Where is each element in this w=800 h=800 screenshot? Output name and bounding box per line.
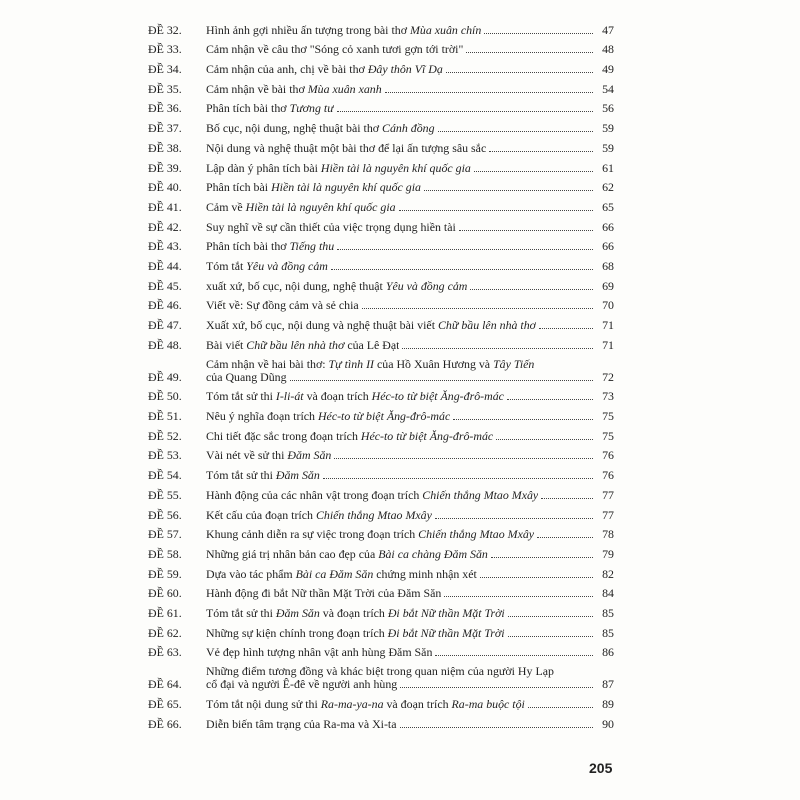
entry-title xyxy=(206,201,396,214)
toc-entry[interactable] xyxy=(148,293,614,313)
entry-number: ĐỀ 43. xyxy=(148,239,182,254)
entry-number: ĐỀ 35. xyxy=(148,81,182,96)
title-text: Những điểm tương đồng và khác biệt trong quan niệm của người Hy Lạp xyxy=(206,665,554,679)
dot-leader xyxy=(496,438,593,440)
entry-number: ĐỀ 56. xyxy=(148,507,182,522)
entry-title xyxy=(206,678,397,691)
title-italic: Tự tình II xyxy=(328,357,374,371)
title-text: Cảm về xyxy=(206,200,246,214)
title-text: Tóm tắt sử thi xyxy=(206,390,276,404)
entry-page-number: 90 xyxy=(602,716,614,731)
title-text: của Lê Đạt xyxy=(344,338,400,352)
entry-number: ĐỀ 44. xyxy=(148,258,182,273)
title-italic: Hiền tài là nguyên khí quốc gia xyxy=(245,200,396,214)
toc-entry[interactable] xyxy=(148,600,614,620)
entry-number: ĐỀ 52. xyxy=(148,428,182,443)
entry-page-number: 59 xyxy=(602,121,614,136)
entry-title xyxy=(206,410,450,423)
entry-page-number: 85 xyxy=(602,605,614,620)
toc-entry[interactable] xyxy=(148,312,614,332)
title-text: Tóm tắt nội dung sử thi xyxy=(206,698,321,711)
dot-leader xyxy=(453,418,593,420)
entry-page-number: 78 xyxy=(602,527,614,542)
toc-entry[interactable] xyxy=(148,423,614,443)
title-italic: Tiếng thu xyxy=(289,240,335,254)
entry-title xyxy=(206,122,435,135)
title-italic: Đây thôn Vĩ Dạ xyxy=(367,63,443,77)
title-italic: Ra-ma buộc tội xyxy=(451,698,525,711)
entry-page-number: 66 xyxy=(602,239,614,254)
toc-entry[interactable] xyxy=(148,332,614,352)
entry-page-number: 59 xyxy=(602,140,614,155)
entry-number: ĐỀ 49. xyxy=(148,369,182,384)
entry-page-number: 61 xyxy=(602,160,614,175)
toc-entry[interactable] xyxy=(148,561,614,581)
entry-number: ĐỀ 33. xyxy=(148,42,182,57)
entry-title xyxy=(206,102,334,115)
page-number: 205 xyxy=(589,760,613,776)
toc-entry[interactable] xyxy=(148,253,614,273)
toc-entry[interactable] xyxy=(148,352,614,384)
title-italic: I-li-át xyxy=(275,390,304,404)
entry-number: ĐỀ 59. xyxy=(148,566,182,581)
dot-leader xyxy=(435,654,593,656)
toc-entry[interactable] xyxy=(148,691,614,711)
title-text: của Hồ Xuân Hương và xyxy=(374,357,494,371)
toc-entry[interactable] xyxy=(148,640,614,660)
entry-title xyxy=(206,568,477,581)
title-text: Hành động đi bắt Nữ thần Mặt Trời của Đăm Săn xyxy=(206,587,442,601)
entry-number: ĐỀ 36. xyxy=(148,101,182,116)
title-text: Dựa vào tác phẩm xyxy=(206,567,296,581)
title-italic: Chiến thắng Mtao Mxây xyxy=(315,508,432,522)
entry-title xyxy=(206,63,443,76)
title-italic: Đăm Săn xyxy=(275,606,320,620)
entry-page-number: 56 xyxy=(602,101,614,116)
entry-title xyxy=(206,142,486,155)
toc-entry[interactable] xyxy=(148,234,614,254)
title-italic: Héc-to từ biệt Ăng-đrô-mác xyxy=(317,410,451,424)
title-text: cổ đại và người Ê-đê về người anh hùng xyxy=(206,678,398,692)
entry-title xyxy=(206,24,481,37)
toc-entry[interactable] xyxy=(148,384,614,404)
title-italic: Hiền tài là nguyên khí quốc gia xyxy=(320,161,471,175)
entry-number: ĐỀ 61. xyxy=(148,605,182,620)
dot-leader xyxy=(446,71,593,73)
title-italic: Bài ca chàng Đăm Săn xyxy=(378,547,488,561)
dot-leader xyxy=(466,51,593,53)
entry-number: ĐỀ 64. xyxy=(148,677,182,692)
title-text: của Quang Dũng xyxy=(206,370,287,384)
entry-title xyxy=(206,299,359,312)
entry-page-number: 66 xyxy=(602,219,614,234)
title-italic: Héc-to từ biệt Ăng-đrô-mác xyxy=(371,390,504,404)
entry-page-number: 89 xyxy=(602,697,614,711)
dot-leader xyxy=(444,595,593,597)
entry-number: ĐỀ 57. xyxy=(148,527,182,542)
toc-entry[interactable] xyxy=(148,17,614,37)
title-text: Nội dung và nghệ thuật một bài thơ để lại ấn tượng sâu sắc xyxy=(206,141,487,155)
dot-leader xyxy=(528,706,593,708)
entry-page-number: 71 xyxy=(602,337,614,352)
title-text: Tóm tắt xyxy=(206,259,247,273)
toc-entry[interactable] xyxy=(148,56,614,76)
toc-entry[interactable] xyxy=(148,214,614,234)
toc-entry[interactable] xyxy=(148,37,614,57)
toc-entry[interactable] xyxy=(148,711,614,731)
title-italic: Tây Tiến xyxy=(493,357,535,371)
title-italic: Cánh đồng xyxy=(382,122,435,136)
entry-page-number: 77 xyxy=(602,487,614,502)
toc-entry[interactable] xyxy=(148,502,614,522)
dot-leader xyxy=(508,635,593,637)
title-italic: Yêu và đồng cảm xyxy=(385,279,468,293)
entry-page-number: 86 xyxy=(602,645,614,660)
title-text: Bố cục, nội dung, nghệ thuật bài thơ xyxy=(206,122,383,136)
title-text: Suy nghĩ về sự cần thiết của việc trọng dụng hiền tài xyxy=(206,220,456,234)
title-text: Diễn biến tâm trạng của Ra-ma và Xi-ta xyxy=(206,717,397,731)
entry-title xyxy=(206,339,399,352)
title-text: Tóm tắt sử thi xyxy=(206,469,276,483)
toc-entry[interactable] xyxy=(148,96,614,116)
table-of-contents xyxy=(148,17,614,731)
toc-entry[interactable] xyxy=(148,115,614,135)
entry-page-number: 87 xyxy=(602,677,614,692)
title-italic: Chiến thắng Mtao Mxây xyxy=(418,528,535,542)
entry-title xyxy=(206,280,467,293)
entry-number: ĐỀ 54. xyxy=(148,468,182,483)
entry-page-number: 76 xyxy=(602,448,614,463)
title-text: Khung cảnh diễn ra sự việc trong đoạn trích xyxy=(206,528,419,542)
entry-title xyxy=(206,240,334,253)
title-text: chứng minh nhận xét xyxy=(373,567,477,581)
entry-number: ĐỀ 39. xyxy=(148,160,182,175)
entry-title xyxy=(206,548,488,561)
entry-page-number: 75 xyxy=(602,428,614,443)
entry-title xyxy=(206,646,432,659)
entry-title xyxy=(206,528,534,541)
dot-leader xyxy=(470,288,593,290)
entry-page-number: 82 xyxy=(602,566,614,581)
toc-entry[interactable] xyxy=(148,659,614,691)
entry-page-number: 49 xyxy=(602,62,614,77)
entry-number: ĐỀ 48. xyxy=(148,337,182,352)
toc-entry[interactable] xyxy=(148,175,614,195)
title-text: và đoạn trích xyxy=(303,390,372,404)
dot-leader xyxy=(424,189,593,191)
entry-title xyxy=(206,489,538,502)
entry-page-number: 68 xyxy=(602,258,614,273)
entry-title xyxy=(206,319,536,332)
title-italic: Yêu và đồng cảm xyxy=(246,259,328,273)
entry-page-number: 70 xyxy=(602,298,614,313)
title-text: Xuất xứ, bố cục, nội dung và nghệ thuật bài viết xyxy=(206,319,438,332)
entry-number: ĐỀ 32. xyxy=(148,22,182,37)
title-italic: Mùa xuân xanh xyxy=(307,82,382,96)
title-text: Chi tiết đặc sắc trong đoạn trích xyxy=(206,429,361,443)
title-text: Cảm nhận về hai bài thơ: xyxy=(206,357,329,371)
title-text: Bài viết xyxy=(206,338,247,352)
dot-leader xyxy=(480,576,593,578)
title-text: Viết về: Sự đồng cảm và sẻ chia xyxy=(206,299,359,313)
entry-title-line1 xyxy=(206,358,614,371)
entry-title xyxy=(206,627,505,640)
entry-title xyxy=(206,430,493,443)
title-italic: Đăm Săn xyxy=(275,469,320,483)
title-text: và đoạn trích xyxy=(383,698,452,711)
toc-entry[interactable] xyxy=(148,620,614,640)
entry-title xyxy=(206,469,320,482)
title-italic: Chữ bầu lên nhà thơ xyxy=(246,338,345,352)
title-text: Cảm nhận về bài thơ xyxy=(206,82,308,96)
title-italic: Héc-to từ biệt Ăng-đrô-mác xyxy=(360,429,494,443)
dot-leader xyxy=(438,130,593,132)
entry-number: ĐỀ 40. xyxy=(148,180,182,195)
dot-leader xyxy=(541,497,593,499)
title-italic: Chiến thắng Mtao Mxây xyxy=(422,488,539,502)
entry-title xyxy=(206,718,397,731)
title-text: Phân tích bài thơ xyxy=(206,240,290,254)
entry-page-number: 72 xyxy=(602,369,614,384)
title-italic: Bài ca Đăm Săn xyxy=(295,567,374,581)
entry-page-number: 65 xyxy=(602,199,614,214)
dot-leader xyxy=(484,32,593,34)
toc-entry[interactable] xyxy=(148,155,614,175)
entry-number: ĐỀ 41. xyxy=(148,199,182,214)
title-text: Vài nét về sử thi xyxy=(206,449,288,463)
title-text: Lập dàn ý phân tích bài xyxy=(206,161,321,175)
dot-leader xyxy=(402,347,593,349)
title-text: Kết cấu của đoạn trích xyxy=(206,508,316,522)
entry-page-number: 77 xyxy=(602,507,614,522)
entry-number: ĐỀ 55. xyxy=(148,487,182,502)
entry-page-number: 75 xyxy=(602,409,614,424)
entry-page-number: 54 xyxy=(602,81,614,96)
entry-number: ĐỀ 53. xyxy=(148,448,182,463)
title-italic: Đi bắt Nữ thần Mặt Trời xyxy=(387,606,505,620)
entry-number: ĐỀ 63. xyxy=(148,645,182,660)
title-italic: Hiền tài là nguyên khí quốc gia xyxy=(271,181,421,195)
entry-page-number: 69 xyxy=(602,278,614,293)
entry-number: ĐỀ 34. xyxy=(148,62,182,77)
dot-leader xyxy=(539,327,593,329)
dot-leader xyxy=(337,248,593,250)
entry-title xyxy=(206,162,471,175)
dot-leader xyxy=(362,307,593,309)
entry-page-number: 73 xyxy=(602,389,614,404)
title-italic: Đăm Săn xyxy=(287,449,332,463)
toc-entry[interactable] xyxy=(148,135,614,155)
title-text: Phân tích bài xyxy=(206,181,272,195)
toc-entry[interactable] xyxy=(148,273,614,293)
dot-leader xyxy=(400,726,593,728)
entry-number: ĐỀ 65. xyxy=(148,697,182,711)
entry-title xyxy=(206,181,421,194)
entry-page-number: 48 xyxy=(602,42,614,57)
toc-entry[interactable] xyxy=(148,443,614,463)
entry-number: ĐỀ 37. xyxy=(148,121,182,136)
dot-leader xyxy=(537,536,593,538)
entry-title xyxy=(206,449,331,462)
title-text: Tóm tắt sử thi xyxy=(206,606,276,620)
entry-title xyxy=(206,221,456,234)
entry-title xyxy=(206,83,382,96)
title-text: Nêu ý nghĩa đoạn trích xyxy=(206,410,318,424)
dot-leader xyxy=(474,170,593,172)
toc-entry[interactable] xyxy=(148,541,614,561)
toc-entry[interactable] xyxy=(148,581,614,601)
title-text: Vẻ đẹp hình tượng nhân vật anh hùng Đăm Săn xyxy=(206,646,433,660)
title-text: Hành động của các nhân vật trong đoạn trích xyxy=(206,488,423,502)
dot-leader xyxy=(459,229,593,231)
entry-number: ĐỀ 60. xyxy=(148,586,182,601)
title-text: Cảm nhận của anh, chị về bài thơ xyxy=(206,63,368,77)
entry-title xyxy=(206,587,441,600)
entry-title xyxy=(206,43,463,56)
title-text: Những giá trị nhân bản cao đẹp của xyxy=(206,547,379,561)
entry-page-number: 76 xyxy=(602,468,614,483)
dot-leader xyxy=(331,268,593,270)
entry-page-number: 47 xyxy=(602,22,614,37)
toc-entry[interactable] xyxy=(148,403,614,423)
dot-leader xyxy=(507,398,593,400)
toc-entry[interactable] xyxy=(148,194,614,214)
title-italic: Đi bắt Nữ thần Mặt Trời xyxy=(387,626,505,640)
entry-number: ĐỀ 47. xyxy=(148,318,182,332)
entry-number: ĐỀ 66. xyxy=(148,716,182,731)
title-text: Hình ảnh gợi nhiều ấn tượng trong bài thơ xyxy=(206,23,410,37)
toc-entry[interactable] xyxy=(148,482,614,502)
entry-number: ĐỀ 38. xyxy=(148,140,182,155)
dot-leader xyxy=(290,379,593,381)
entry-page-number: 62 xyxy=(602,180,614,195)
title-italic: Mùa xuân chín xyxy=(409,23,482,37)
dot-leader xyxy=(337,110,593,112)
title-text: và đoạn trích xyxy=(319,606,388,620)
title-text: Phân tích bài thơ xyxy=(206,102,290,116)
dot-leader xyxy=(385,91,593,93)
dot-leader xyxy=(508,615,593,617)
entry-page-number: 71 xyxy=(602,318,614,332)
entry-title-line1 xyxy=(206,665,614,678)
title-italic: Tương tư xyxy=(289,102,334,116)
entry-number: ĐỀ 51. xyxy=(148,409,182,424)
title-text: Những sự kiện chính trong đoạn trích xyxy=(206,626,388,640)
dot-leader xyxy=(435,517,593,519)
title-italic: Ra-ma-ya-na xyxy=(320,698,384,711)
dot-leader xyxy=(400,686,593,688)
dot-leader xyxy=(489,150,593,152)
entry-title xyxy=(206,509,432,522)
entry-title xyxy=(206,607,505,620)
entry-number: ĐỀ 45. xyxy=(148,278,182,293)
dot-leader xyxy=(334,457,593,459)
entry-title xyxy=(206,390,504,403)
entry-number: ĐỀ 58. xyxy=(148,546,182,561)
entry-number: ĐỀ 50. xyxy=(148,389,182,404)
title-italic: Chữ bầu lên nhà thơ xyxy=(437,319,537,332)
entry-page-number: 84 xyxy=(602,586,614,601)
toc-entry[interactable] xyxy=(148,462,614,482)
entry-number: ĐỀ 62. xyxy=(148,625,182,640)
toc-entry[interactable] xyxy=(148,522,614,542)
entry-title xyxy=(206,698,525,711)
entry-number: ĐỀ 46. xyxy=(148,298,182,313)
toc-entry[interactable] xyxy=(148,76,614,96)
title-text: Cảm nhận về câu thơ "Sóng cỏ xanh tươi gợn tới trời" xyxy=(206,43,464,57)
entry-title xyxy=(206,260,328,273)
title-text: xuất xứ, bố cục, nội dung, nghệ thuật xyxy=(206,279,386,293)
dot-leader xyxy=(491,556,593,558)
dot-leader xyxy=(323,477,593,479)
entry-page-number: 85 xyxy=(602,625,614,640)
entry-number: ĐỀ 42. xyxy=(148,219,182,234)
entry-title xyxy=(206,371,287,384)
dot-leader xyxy=(399,209,593,211)
entry-page-number: 79 xyxy=(602,546,614,561)
